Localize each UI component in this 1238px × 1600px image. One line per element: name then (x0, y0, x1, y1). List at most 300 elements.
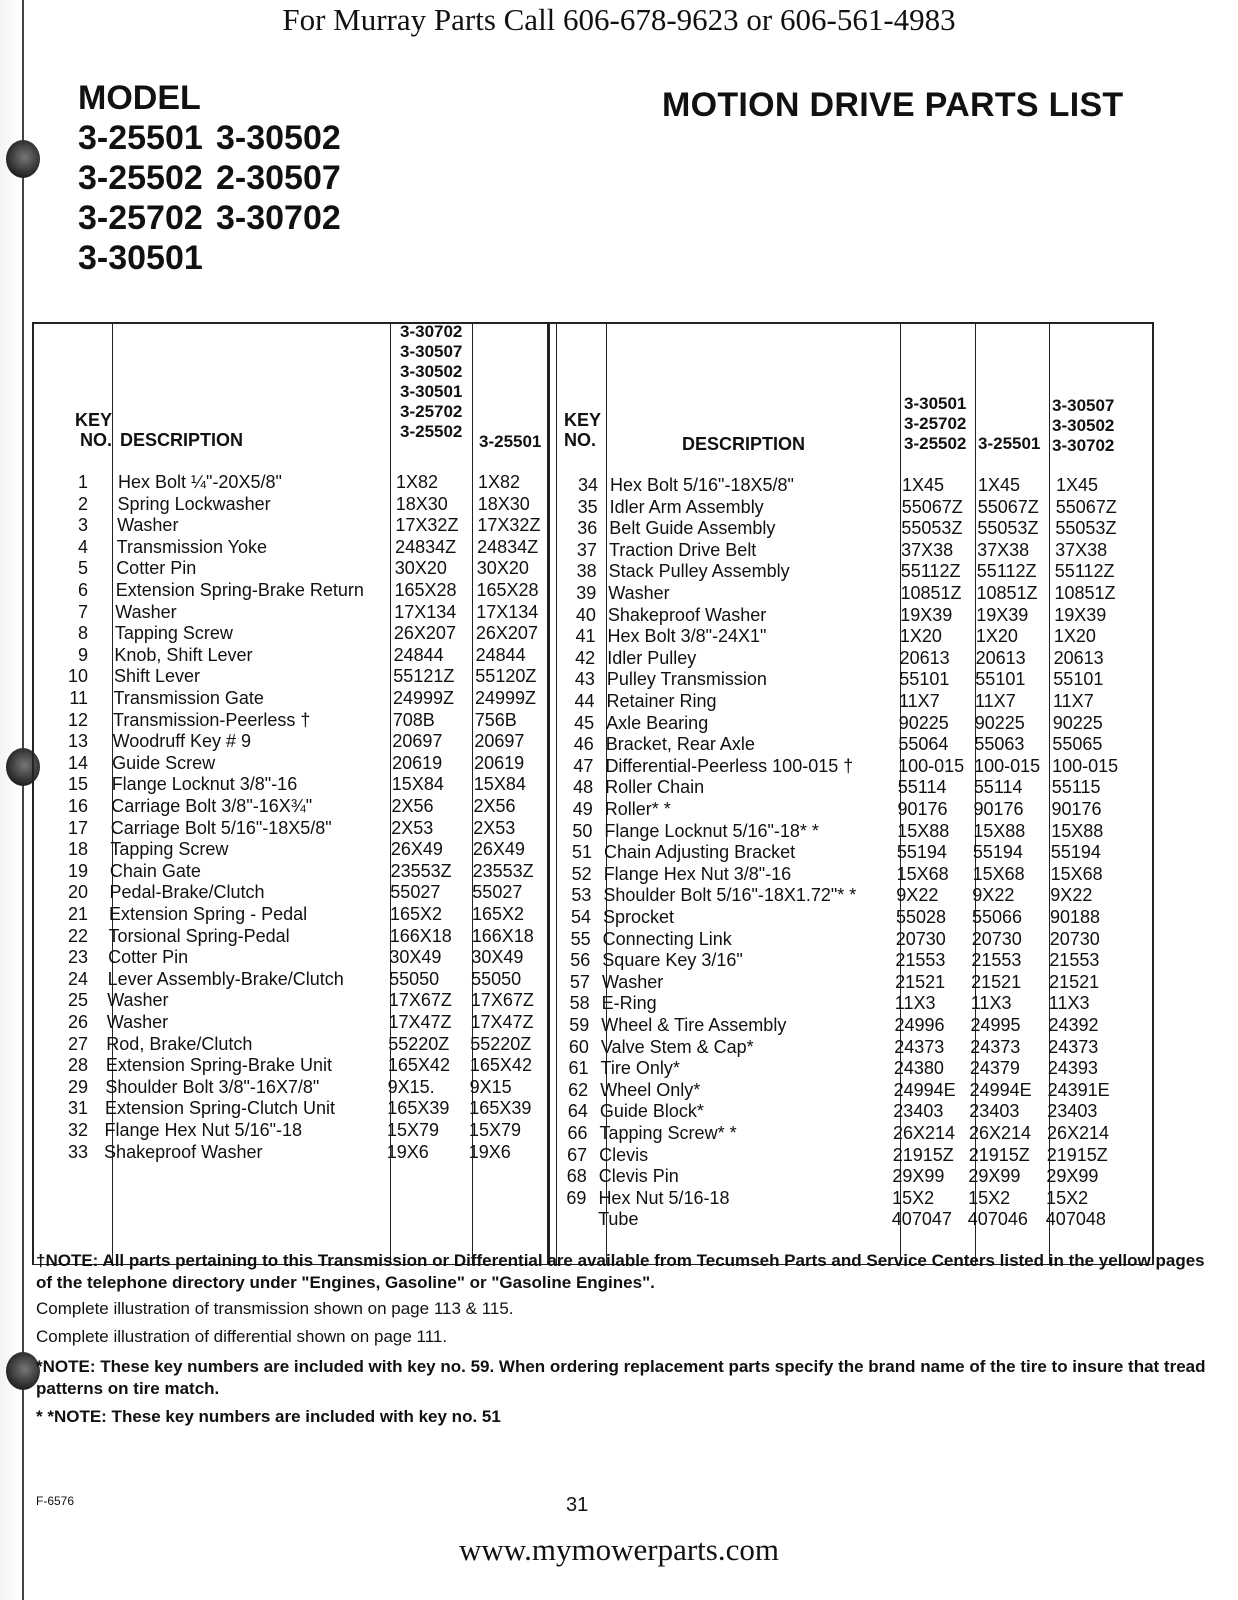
part-description: Transmission Yoke (116, 536, 268, 557)
model-number: 3-30502 (216, 119, 341, 157)
header-model: 3-30501 (400, 382, 463, 401)
footer-url: www.mymowerparts.com (459, 1532, 779, 1567)
key-number: 31 (67, 1098, 88, 1119)
part-number: 24380 (893, 1058, 944, 1079)
part-number: 55114 (973, 777, 1023, 798)
part-number: 9X22 (972, 885, 1015, 906)
part-number: 166X18 (471, 925, 534, 946)
part-number: 26X49 (390, 839, 443, 860)
key-number: 58 (569, 993, 590, 1014)
part-description: Differential-Peerless 100-015 † (605, 755, 854, 776)
part-number: 11X3 (970, 993, 1012, 1014)
key-number: 2 (77, 493, 88, 514)
key-number: 40 (575, 604, 596, 625)
part-description: Torsional Spring-Pedal (108, 925, 290, 946)
header-no-label: NO. (79, 430, 112, 450)
part-number: 2X53 (391, 817, 434, 838)
part-number: 20730 (971, 928, 1022, 949)
part-description: Roller Chain (605, 777, 705, 798)
part-number: 55220Z (470, 1033, 532, 1054)
part-number: 23403 (893, 1101, 944, 1122)
part-description: Chain Adjusting Bracket (604, 842, 796, 863)
part-number: 55028 (896, 907, 947, 927)
part-number: 15X84 (473, 774, 526, 795)
key-number: 28 (67, 1055, 88, 1076)
part-number: 20619 (474, 752, 525, 773)
part-number: 23403 (1047, 1101, 1098, 1122)
part-number: 166X18 (389, 925, 452, 946)
key-number: 55 (570, 928, 591, 949)
key-number: 3 (77, 515, 88, 536)
part-description: Hex Bolt 5/16"-18X5/8" (610, 475, 794, 495)
part-description: Shift Lever (113, 666, 200, 687)
part-number: 55066 (972, 907, 1023, 927)
part-number: 1X20 (899, 626, 942, 647)
part-number: 17X47Z (470, 1012, 534, 1032)
part-number: 18X30 (395, 493, 448, 514)
part-description: Spring Lockwasher (117, 493, 271, 514)
header-model: 3-25702 (904, 414, 967, 433)
model-label: MODEL (78, 79, 201, 117)
part-description: Shoulder Bolt 5/16"-18X1.72"* * (603, 885, 857, 906)
part-number: 2X56 (473, 796, 516, 816)
key-number: 62 (568, 1079, 589, 1100)
header-key (42, 410, 112, 450)
model-list (78, 78, 354, 278)
part-number: 20730 (895, 928, 946, 949)
part-description: Traction Drive Belt (608, 539, 757, 560)
part-number: 90176 (973, 799, 1024, 819)
key-number: 64 (567, 1101, 588, 1122)
part-number: 90176 (897, 799, 948, 819)
part-description: Retainer Ring (606, 691, 717, 711)
key-number: 46 (573, 734, 594, 755)
part-number: 55194 (1050, 842, 1101, 863)
header-model: 3-30507 (400, 342, 463, 361)
part-number: 17X32Z (395, 515, 459, 536)
key-number: 67 (567, 1144, 588, 1165)
key-number: 16 (67, 796, 88, 816)
part-number: 2X53 (473, 817, 516, 838)
part-number: 407047 (891, 1209, 952, 1230)
key-number: 59 (569, 1015, 590, 1035)
part-number: 55050 (471, 968, 522, 989)
key-number: 9 (77, 644, 88, 665)
part-description: Idler Pulley (607, 647, 697, 668)
header-models-a (400, 322, 462, 442)
part-description: Flange Locknut 3/8"-16 (111, 774, 298, 795)
key-number: 20 (67, 882, 88, 903)
model-number: 3-30501 (78, 239, 203, 277)
part-number: 55053Z (901, 518, 963, 539)
model-number: 3-25502 (78, 159, 203, 197)
key-number: 8 (77, 623, 88, 644)
key-number: 33 (67, 1141, 88, 1162)
part-number: 21553 (971, 950, 1022, 971)
part-number: 55053Z (977, 518, 1039, 539)
part-number: 165X2 (390, 904, 443, 924)
key-number: 56 (570, 950, 591, 971)
differential-reference: Complete illustration of differential shown on page 111. (36, 1327, 448, 1346)
key-number: 24 (67, 968, 88, 989)
part-number: 165X28 (394, 580, 457, 600)
part-number: 1X45 (978, 475, 1021, 495)
key-number: 18 (67, 839, 88, 860)
key-number: 43 (574, 669, 595, 690)
form-code: F-6576 (36, 1494, 75, 1508)
key-number: 52 (571, 863, 592, 884)
part-number: 21521 (971, 971, 1022, 992)
notes (36, 1250, 1216, 1428)
key-number: 10 (67, 666, 88, 687)
key-number: 54 (570, 907, 591, 927)
header-model-b: 3-25501 (479, 432, 542, 451)
part-number: 1X45 (902, 475, 945, 495)
phone-header: For Murray Parts Call 606-678-9623 or 606-561-4983 (282, 2, 956, 37)
part-number: 90176 (1051, 799, 1102, 819)
key-number: 68 (566, 1166, 587, 1187)
part-number: 24994E (893, 1079, 956, 1100)
part-number: 17X32Z (477, 515, 541, 536)
part-description: Wheel & Tire Assembly (601, 1015, 787, 1035)
key-number: 38 (576, 561, 597, 582)
part-number: 55194 (972, 842, 1023, 863)
punch-hole (6, 140, 40, 178)
key-number: 13 (67, 731, 88, 752)
part-number: 55027 (472, 882, 523, 903)
part-description: Bracket, Rear Axle (605, 734, 755, 755)
key-number: 7 (77, 601, 88, 622)
part-number: 15X84 (391, 774, 444, 795)
part-number: 15X2 (892, 1187, 935, 1208)
key-number: 26 (67, 1012, 88, 1032)
key-number: 36 (577, 518, 598, 539)
key-number: 25 (67, 990, 88, 1011)
part-number: 165X28 (476, 580, 539, 600)
part-description: Tube (598, 1209, 639, 1230)
key-number: 29 (67, 1076, 88, 1097)
part-description: Flange Hex Nut 3/8"-16 (603, 863, 792, 884)
part-number: 15X79 (387, 1120, 440, 1140)
dagger-note: †NOTE: All parts pertaining to this Transmission or Differential are available from Tecumseh Parts and Service Centers listed in the yellow pages of the telephone directory under "Engines, Gasoline" or "Gasoline Engines". (36, 1251, 1205, 1292)
part-number: 1X82 (478, 472, 521, 492)
part-number: 55112Z (976, 561, 1037, 582)
part-description: Tapping Screw (114, 623, 233, 644)
key-number: 6 (77, 580, 88, 600)
key-number: 41 (575, 626, 596, 647)
part-description: Washer (107, 990, 169, 1011)
part-number: 21553 (1049, 950, 1100, 971)
part-number: 18X30 (477, 493, 530, 514)
model-number: 3-30702 (216, 199, 341, 237)
part-description: Guide Screw (112, 752, 216, 773)
part-number: 165X39 (387, 1098, 450, 1119)
part-description: Pulley Transmission (606, 669, 767, 690)
header-model: 3-25502 (904, 434, 967, 453)
part-number: 19X6 (386, 1141, 429, 1162)
key-number: 34 (577, 475, 598, 495)
part-number: 165X42 (387, 1055, 450, 1076)
part-description: Stack Pulley Assembly (608, 561, 790, 582)
part-number: 21521 (895, 971, 946, 992)
part-number: 55112Z (900, 561, 961, 582)
part-number: 55101 (1053, 669, 1104, 690)
part-number: 100-015 (974, 755, 1041, 776)
part-number: 55114 (897, 777, 947, 798)
part-number: 15X2 (1046, 1187, 1089, 1208)
part-number: 55067Z (1055, 496, 1117, 517)
part-number: 24994E (969, 1079, 1032, 1100)
part-number: 9X15. (387, 1076, 435, 1097)
part-number: 17X47Z (388, 1012, 452, 1032)
part-number: 29X99 (1046, 1166, 1099, 1187)
part-number: 26X207 (393, 623, 456, 644)
punch-hole (6, 1352, 40, 1390)
part-number: 165X2 (472, 904, 525, 924)
part-number: 24391E (1047, 1079, 1110, 1100)
part-number: 26X214 (969, 1123, 1032, 1143)
part-description: Square Key 3/16" (602, 950, 743, 971)
part-description: Valve Stem & Cap* (600, 1036, 754, 1057)
part-number: 24999Z (475, 688, 537, 708)
part-description: Tire Only* (600, 1058, 680, 1079)
key-number: 51 (572, 842, 593, 863)
part-number: 55115 (1051, 777, 1101, 798)
part-number: 37X38 (977, 539, 1030, 560)
part-number: 9X22 (896, 885, 939, 906)
part-description: Tapping Screw (110, 839, 229, 860)
part-number: 20730 (1049, 928, 1100, 949)
part-number: 30X20 (394, 558, 447, 579)
part-number: 17X134 (394, 601, 457, 622)
part-description: Pedal-Brake/Clutch (109, 882, 265, 903)
key-number: 11 (69, 688, 88, 708)
part-number: 90188 (1050, 907, 1101, 927)
part-number: 19X6 (468, 1141, 511, 1162)
part-number: 17X134 (476, 601, 539, 622)
part-description: Lever Assembly-Brake/Clutch (107, 968, 344, 989)
part-number: 30X20 (476, 558, 529, 579)
part-number: 29X99 (968, 1166, 1021, 1187)
part-number: 15X68 (972, 863, 1025, 884)
part-number: 756B (474, 709, 517, 730)
part-number: 21915Z (968, 1144, 1030, 1165)
part-number: 21915Z (892, 1144, 954, 1165)
part-number: 90225 (898, 712, 949, 733)
part-description: Connecting Link (602, 928, 732, 949)
part-description: Shakeproof Washer (607, 604, 767, 625)
part-number: 15X88 (973, 820, 1026, 841)
part-description: Sprocket (603, 907, 675, 927)
part-number: 11X7 (899, 691, 940, 711)
part-description: Roller* * (604, 799, 671, 819)
header-key-label: KEY (74, 410, 112, 430)
part-number: 55067Z (901, 496, 963, 517)
part-number: 100-015 (898, 755, 965, 776)
key-number: 4 (77, 536, 88, 557)
part-description: Cotter Pin (116, 558, 197, 579)
part-number: 37X38 (901, 539, 954, 560)
part-number: 17X67Z (388, 990, 452, 1011)
key-number: 32 (67, 1120, 88, 1140)
header-description-right: DESCRIPTION (682, 434, 806, 454)
part-description: Flange Hex Nut 5/16"-18 (104, 1120, 302, 1140)
part-description: Washer (608, 583, 670, 603)
part-number: 10851Z (900, 583, 962, 603)
page-number: 31 (566, 1494, 589, 1516)
part-number: 9X15 (469, 1076, 512, 1097)
model-number: 2-30507 (216, 159, 341, 197)
part-description: Cotter Pin (108, 947, 189, 968)
header-models-right-c (1052, 396, 1114, 456)
part-description: Carriage Bolt 5/16"-18X5/8" (110, 817, 332, 838)
header-model: 3-30502 (1052, 416, 1115, 435)
part-description: Washer (601, 971, 664, 992)
part-description: Washer (106, 1012, 169, 1032)
part-description: Rod, Brake/Clutch (106, 1033, 253, 1054)
key-number: 5 (77, 558, 88, 579)
part-number: 24844 (393, 644, 444, 665)
part-number: 9X22 (1050, 885, 1093, 906)
key-number: 69 (566, 1187, 587, 1208)
key-number: 57 (569, 971, 590, 992)
part-number: 17X67Z (470, 990, 534, 1011)
header-model: 3-25702 (400, 402, 463, 421)
part-description: Hex Nut 5/16-18 (598, 1187, 730, 1208)
part-description: Chain Gate (109, 860, 201, 881)
part-number: 19X39 (900, 604, 953, 625)
part-number: 15X68 (1050, 863, 1103, 884)
part-description: Flange Locknut 5/16"-18* * (604, 820, 819, 841)
part-number: 10851Z (976, 583, 1038, 603)
part-number: 21915Z (1046, 1144, 1108, 1165)
part-number: 24373 (1048, 1036, 1099, 1057)
part-description: Washer (115, 601, 177, 622)
part-number: 407046 (967, 1209, 1028, 1230)
star-note: *NOTE: These key numbers are included with key no. 59. When ordering replacement parts specify the brand name of the tire to insure that tread patterns on tire match. (36, 1357, 1206, 1398)
part-number: 23553Z (472, 860, 534, 881)
part-number: 55194 (896, 842, 947, 863)
key-number: 17 (67, 817, 88, 838)
key-number: 60 (568, 1036, 589, 1057)
key-number: 49 (572, 799, 593, 819)
part-number: 26X214 (893, 1123, 956, 1143)
key-number: 48 (573, 777, 594, 798)
key-number: 27 (67, 1033, 88, 1054)
part-number: 23553Z (390, 860, 452, 881)
part-number: 24834Z (477, 536, 539, 557)
header-model: 3-30501 (904, 394, 967, 413)
key-number: 37 (576, 539, 597, 560)
part-number: 1X45 (1056, 475, 1099, 495)
part-number: 20613 (975, 647, 1026, 668)
part-description: Transmission-Peerless † (113, 709, 311, 730)
part-description: Transmission Gate (113, 688, 264, 708)
key-number: 1 (77, 472, 88, 492)
header-description: DESCRIPTION (120, 430, 244, 450)
part-number: 100-015 (1052, 755, 1119, 776)
part-number: 1X20 (1053, 626, 1096, 647)
part-number: 55121Z (393, 666, 455, 687)
part-number: 165X42 (469, 1055, 532, 1076)
part-number: 55112Z (1054, 561, 1115, 582)
key-number: 15 (67, 774, 88, 795)
part-description: Extension Spring-Brake Unit (105, 1055, 332, 1076)
part-number: 24373 (970, 1036, 1021, 1057)
part-description: Knob, Shift Lever (114, 644, 253, 665)
header-model-right-b: 3-25501 (978, 434, 1041, 453)
part-number: 24995 (970, 1015, 1021, 1035)
part-description: Washer (117, 515, 179, 536)
part-number: 165X39 (469, 1098, 532, 1119)
part-description: Hex Bolt ¼"-20X5/8" (118, 472, 282, 492)
part-description: Idler Arm Assembly (609, 496, 764, 517)
header-model: 3-30507 (1052, 396, 1115, 415)
transmission-reference: Complete illustration of transmission shown on page 113 & 115. (36, 1299, 514, 1318)
part-number: 55064 (898, 734, 949, 755)
part-description: Shakeproof Washer (104, 1141, 263, 1162)
header-model: 3-30502 (400, 362, 463, 381)
part-number: 55101 (975, 669, 1026, 690)
part-description: Clevis (599, 1144, 649, 1165)
part-description: Belt Guide Assembly (609, 518, 776, 539)
model-row (78, 118, 354, 158)
key-number: 14 (67, 752, 88, 773)
model-row (78, 238, 354, 278)
part-number: 30X49 (471, 947, 524, 968)
part-number: 20613 (899, 647, 950, 668)
part-description: Axle Bearing (606, 712, 709, 733)
header-model: 3-30702 (1052, 436, 1115, 455)
part-number: 24834Z (395, 536, 457, 557)
model-row (78, 158, 354, 198)
part-number: 20619 (392, 752, 443, 773)
part-number: 15X2 (968, 1187, 1011, 1208)
part-number: 30X49 (389, 947, 442, 968)
header-key-right (564, 410, 601, 450)
key-number: 53 (571, 885, 592, 906)
key-number: 39 (576, 583, 597, 603)
part-number: 29X99 (892, 1166, 945, 1187)
part-number: 11X7 (1053, 691, 1094, 711)
part-number: 55027 (390, 882, 441, 903)
key-number: 23 (67, 947, 88, 968)
part-description: Wheel Only* (600, 1079, 701, 1100)
part-description: Woodruff Key # 9 (112, 731, 252, 752)
model-row (78, 198, 354, 238)
double-star-note: * *NOTE: These key numbers are included with key no. 51 (36, 1407, 501, 1426)
part-description: E-Ring (601, 993, 657, 1014)
part-number: 37X38 (1055, 539, 1108, 560)
part-description: Extension Spring-Clutch Unit (104, 1098, 336, 1119)
part-number: 20613 (1053, 647, 1104, 668)
page-title: MOTION DRIVE PARTS LIST (662, 86, 1124, 124)
part-number: 55120Z (475, 666, 537, 687)
model-number: 3-25702 (78, 199, 203, 237)
part-number: 55053Z (1055, 518, 1117, 539)
part-number: 24379 (969, 1058, 1020, 1079)
part-description: Shoulder Bolt 3/8"-16X7/8" (105, 1076, 320, 1097)
part-number: 21521 (1049, 971, 1100, 992)
part-number: 15X88 (897, 820, 950, 841)
part-number: 55220Z (388, 1033, 450, 1054)
key-number: 45 (574, 712, 595, 733)
part-number: 55050 (389, 968, 440, 989)
part-number: 24373 (894, 1036, 945, 1057)
part-description: Extension Spring - Pedal (109, 904, 308, 924)
part-description: Extension Spring-Brake Return (115, 580, 364, 600)
part-number: 24996 (894, 1015, 945, 1035)
